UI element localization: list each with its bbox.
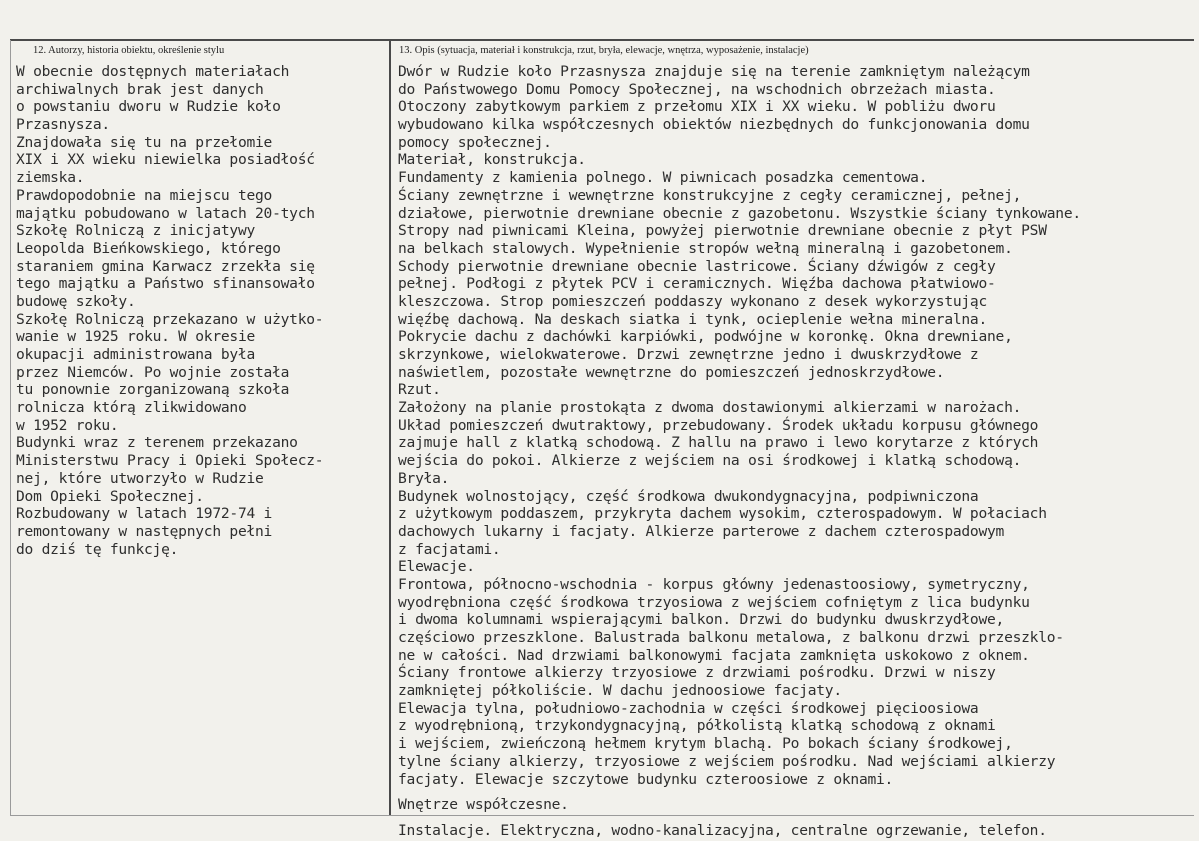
text-line: działowe, pierwotnie drewniane obecnie z gazobetonu. Wszystkie ściany tynkowane. (398, 204, 1081, 222)
text-line: Rozbudowany w latach 1972-74 i (16, 505, 273, 523)
text-line: do Państwowego Domu Pomocy Społecznej, na wschodnich obrzeżach miasta. (398, 80, 996, 98)
text-line: Założony na planie prostokąta z dwoma dostawionymi alkierzami w narożach. (398, 399, 1022, 417)
text-line: wyodrębniona część środkowa trzyosiowa z wejściem cofniętym z lica budynku (398, 593, 1030, 611)
text-line: Znajdowała się tu na przełomie (16, 133, 273, 151)
text-line: Ściany frontowe alkierzy trzyosiowe z drzwiami pośrodku. Drzwi w niszy (398, 664, 996, 682)
text-line: nej, które utworzyło w Rudzie (16, 469, 264, 487)
text-line: Materiał, konstrukcja. (398, 151, 586, 169)
text-line: z wyodrębnioną, trzykondygnacyjną, półkolistą klatką schodową z oknami (398, 717, 996, 735)
text-line: ziemska. (16, 169, 85, 187)
text-line: remontowany w następnych pełni (16, 522, 273, 540)
text-line: skrzynkowe, wielokwaterowe. Drzwi zewnętrzne jedno i dwuskrzydłowe z (398, 346, 979, 363)
description-text (398, 63, 1196, 840)
text-line: Dom Opieki Społecznej. (16, 487, 204, 505)
text-line: Otoczony zabytkowym parkiem z przełomu XIX i XX wieku. W pobliżu dworu (398, 98, 996, 116)
text-line: Stropy nad piwnicami Kleina, powyżej pierwotnie drewniane obecnie z płyt PSW (398, 222, 1047, 240)
text-line: Prawdopodobnie na miejscu tego (16, 186, 273, 204)
text-line: kleszczowa. Strop pomieszczeń poddaszy wykonano z desek wykorzystując (398, 292, 987, 310)
section-13-header: 13. Opis (sytuacja, materiał i konstrukcja, rzut, bryła, elewacje, wnętrza, wyposażenie, instalacje) (399, 45, 809, 56)
text-line: budowę szkoły. (16, 292, 136, 310)
text-line: i dwoma kolumnami wspierającymi balkon. Drzwi do budynku dwuskrzydłowe, (398, 611, 1005, 629)
text-line: naświetlem, pozostałe wewnętrzne do pomieszczeń jednoskrzydłowe. (398, 363, 945, 381)
text-line: Dwór w Rudzie koło Przasnysza znajduje się na terenie zamkniętym należącym (398, 63, 1030, 80)
text-line: W obecnie dostępnych materiałach (16, 63, 290, 80)
text-line: Schody pierwotnie drewniane obecnie lastricowe. Ściany dźwigów z cegły (398, 257, 996, 275)
text-line: częściowo przeszklone. Balustrada balkonu metalowa, z balkonu drzwi przeszklo- (398, 629, 1064, 646)
text-line: Szkołę Rolniczą z inicjatywy (16, 222, 256, 240)
text-line: i wejściem, zwieńczoną hełmem krytym blachą. Po bokach ściany środkowej, (398, 735, 1013, 753)
text-line: więźbę dachową. Na deskach siatka i tynk, ocieplenie wełna mineralna. (398, 310, 987, 328)
text-line: Leopolda Bieńkowskiego, którego (16, 239, 281, 257)
installations-line: Instalacje. Elektryczna, wodno-kanalizacyjna, centralne ogrzewanie, telefon. (398, 821, 1047, 839)
text-line: ne w całości. Nad drzwiami balkonowymi facjata zamknięta uskokowo z oknem. (398, 646, 1030, 664)
text-line: archiwalnych brak jest danych (16, 80, 264, 98)
text-line: Bryła. (398, 469, 450, 487)
text-line: zajmuje hall z klatką schodową. Z hallu na prawo i lewo korytarze z których (398, 434, 1039, 452)
text-line: Ściany zewnętrzne i wewnętrzne konstrukcyjne z cegły ceramicznej, pełnej, (398, 186, 1022, 204)
text-line: tego majątku a Państwo sfinansowało (16, 275, 315, 293)
text-line: tylne ściany alkierzy, trzyosiowe z wejściem pośrodku. Nad wejściami alkierzy (398, 752, 1056, 770)
text-line: Elewacje. (398, 558, 475, 576)
text-line: zamkniętej półkoliście. W dachu jednoosiowe facjaty. (398, 682, 842, 700)
section-12-header: 12. Autorzy, historia obiektu, określenie stylu (33, 45, 225, 56)
text-line: na belkach stalowych. Wypełnienie stropów wełną mineralną i gazobetonem. (398, 239, 1013, 257)
column-divider (389, 40, 391, 815)
text-line: Budynki wraz z terenem przekazano (16, 434, 298, 452)
text-line: pełnej. Podłogi z płytek PCV i ceramicznych. Więźba dachowa płatwiowo- (398, 275, 996, 293)
text-line: wanie w 1925 roku. W okresie (16, 328, 256, 346)
text-line: facjaty. Elewacje szczytowe budynku czteroosiowe z oknami. (398, 770, 894, 788)
text-line: Ministerstwu Pracy i Opieki Społecz- (16, 452, 324, 470)
text-line: w 1952 roku. (16, 416, 119, 434)
text-line: z użytkowym poddaszem, przykryta dachem wysokim, czterospadowym. W połaciach (398, 505, 1047, 523)
text-line: wybudowano kilka współczesnych obiektów niezbędnych do funkcjonowania domu (398, 116, 1030, 134)
text-line: tu ponownie zorganizowaną szkoła (16, 381, 290, 399)
interior-line: Wnętrze współczesne. (398, 796, 569, 814)
text-line: staraniem gmina Karwacz zrzekła się (16, 257, 315, 275)
text-line: pomocy społecznej. (398, 133, 552, 151)
text-line: okupacji administrowana była (16, 346, 256, 363)
text-line: dachowych lukarny i facjaty. Alkierze parterowe z dachem czterospadowym (398, 522, 1005, 540)
text-line: Fundamenty z kamienia polnego. W piwnicach posadzka cementowa. (398, 169, 928, 187)
text-line: Rzut. (398, 381, 441, 399)
text-line: Szkołę Rolniczą przekazano w użytko- (16, 310, 324, 328)
text-line: Pokrycie dachu z dachówki karpiówki, podwójne w koronkę. Okna drewniane, (398, 328, 1013, 346)
left-border (10, 40, 11, 815)
text-line: o powstaniu dworu w Rudzie koło (16, 98, 281, 116)
text-line: do dziś tę funkcję. (16, 540, 179, 558)
text-line: XIX i XX wieku niewielka posiadłość (16, 151, 315, 169)
text-line: Frontowa, północno-wschodnia - korpus główny jedenastoosiowy, symetryczny, (398, 575, 1030, 593)
text-line: rolnicza którą zlikwidowano (16, 399, 247, 417)
text-line: Budynek wolnostojący, część środkowa dwukondygnacyjna, podpiwniczona (398, 487, 979, 505)
text-line: Układ pomieszczeń dwutraktowy, przebudowany. Środek układu korpusu głównego (398, 416, 1039, 434)
text-line: Przasnysza. (16, 116, 110, 134)
text-line: przez Niemców. Po wojnie została (16, 363, 290, 381)
header-rule (10, 39, 1194, 41)
text-line: majątku pobudowano w latach 20-tych (16, 204, 315, 222)
text-line: wejścia do pokoi. Alkierze z wejściem na osi środkowej i klatką schodową. (398, 452, 1022, 470)
text-line: Elewacja tylna, południowo-zachodnia w części środkowej pięcioosiowa (398, 699, 979, 717)
text-line: z facjatami. (398, 540, 501, 558)
history-text (16, 63, 386, 558)
